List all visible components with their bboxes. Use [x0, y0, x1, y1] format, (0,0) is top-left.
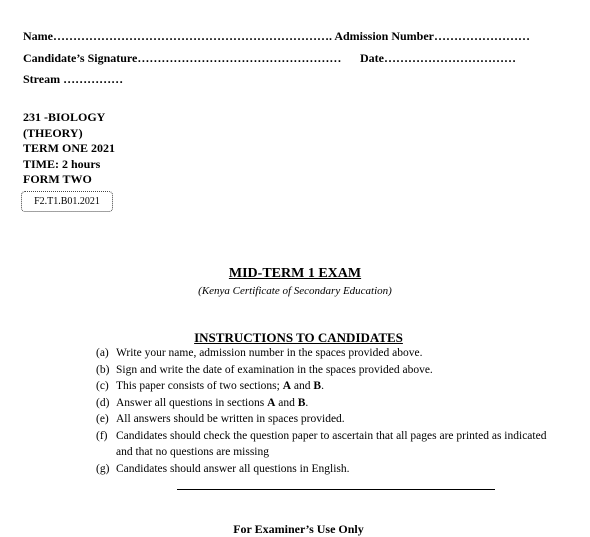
examiner-use-heading: For Examiner’s Use Only: [233, 522, 364, 536]
instruction-item: [96, 345, 556, 362]
section-a-label: A: [267, 396, 276, 409]
instruction-item: [96, 395, 556, 412]
instruction-label: (g): [96, 462, 110, 475]
exam-title: MID-TERM 1 EXAM: [228, 266, 362, 281]
divider-line: [177, 489, 495, 490]
paper-time: TIME: 2 hours: [23, 156, 101, 171]
instruction-text: [116, 397, 308, 409]
instruction-text: [116, 380, 324, 392]
instruction-text-part: .: [321, 380, 324, 392]
instructions-list: [96, 345, 556, 477]
instruction-item: [96, 461, 556, 478]
section-b-label: B: [297, 396, 306, 409]
instruction-text-part: .: [305, 396, 309, 409]
instruction-label: (c): [96, 380, 109, 392]
stream-line: Stream ……………: [23, 72, 124, 86]
instruction-label: (b): [96, 363, 110, 376]
paper-reference-box: F2.T1.B01.2021: [21, 191, 113, 212]
instruction-item: [96, 428, 556, 461]
paper-form: FORM TWO: [23, 172, 92, 186]
instruction-item: [96, 411, 556, 428]
paper-details: [23, 110, 115, 188]
instruction-text-part: This paper consists of two sections;: [116, 380, 283, 392]
instruction-text: Candidates should check the question paper to ascertain that all pages are printed as indicated and that no questions are missing: [116, 429, 547, 458]
instruction-text: Sign and write the date of examination in the spaces provided above.: [116, 363, 433, 376]
section-a-label: A: [282, 380, 292, 392]
paper-term: TERM ONE 2021: [23, 141, 116, 155]
instruction-text: All answers should be written in spaces provided.: [116, 413, 345, 425]
instruction-text-part: and: [291, 380, 314, 392]
section-b-label: B: [313, 380, 322, 392]
instruction-label: (e): [96, 413, 109, 425]
instruction-item: [96, 378, 556, 395]
instruction-label: (d): [96, 396, 110, 409]
instruction-text-part: Answer all questions in sections: [116, 396, 268, 409]
instruction-text-part: and: [275, 396, 298, 409]
date-line: Date……………………………: [360, 51, 516, 65]
instruction-label: (a): [96, 347, 109, 359]
instruction-text: Candidates should answer all questions in English.: [116, 462, 350, 475]
exam-subtitle: (Kenya Certificate of Secondary Education): [198, 285, 392, 297]
instructions-heading: INSTRUCTIONS TO CANDIDATES: [194, 330, 403, 345]
name-admission-line: Name……………………………………………………………. Admission Number……………………: [23, 29, 531, 43]
instruction-text: Write your name, admission number in the spaces provided above.: [116, 347, 423, 359]
signature-line: Candidate’s Signature……………………………………………: [23, 51, 342, 65]
paper-type: (THEORY): [23, 125, 83, 140]
instruction-label: (f): [96, 429, 108, 442]
paper-code-title: 231 -BIOLOGY: [23, 110, 106, 124]
instruction-item: [96, 362, 556, 379]
